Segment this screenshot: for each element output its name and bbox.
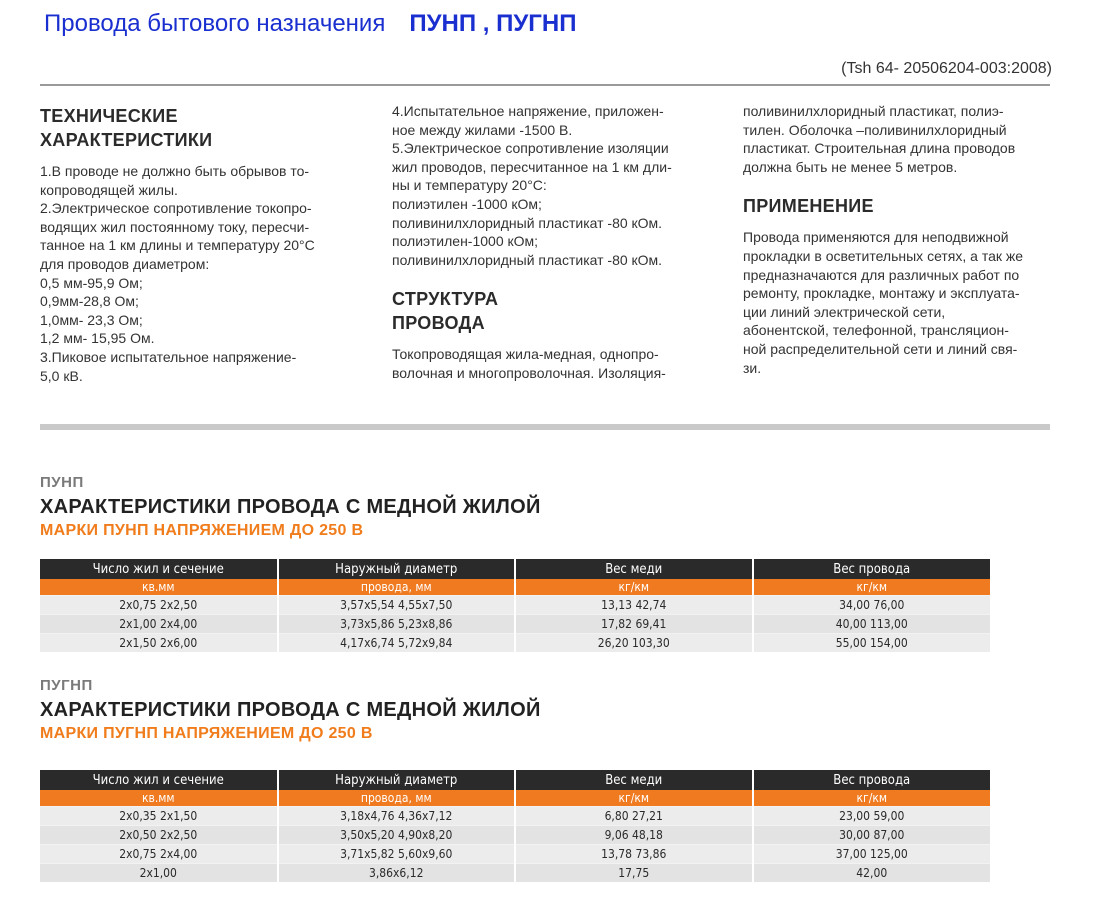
table-cell: 2х0,35 2х1,50 <box>40 807 278 826</box>
application-heading <box>743 194 1070 218</box>
header-cores: Число жил и сечение <box>40 559 278 579</box>
table-cell: 2х1,00 2х4,00 <box>40 615 278 634</box>
standard-code: (Tsh 64- 20506204-003:2008) <box>841 60 1052 77</box>
table-cell: 13,13 42,74 <box>515 596 753 615</box>
header-wire-weight: Вес провода <box>753 770 991 790</box>
header-wire-weight: Вес провода <box>753 559 991 579</box>
unit-cell: провода, мм <box>278 579 516 596</box>
table-cell: 2х0,75 2х2,50 <box>40 596 278 615</box>
table-cell: 23,00 59,00 <box>753 807 991 826</box>
table-cell: 2х0,75 2х4,00 <box>40 845 278 864</box>
table-cell: 42,00 <box>753 864 991 883</box>
punp-spec-table <box>40 559 990 652</box>
header-outer-diameter: Наружный диаметр <box>278 770 516 790</box>
table-row <box>40 864 990 883</box>
unit-cell: провода, мм <box>278 790 516 807</box>
text-line: 5.Электрическое сопротивление изоляции <box>392 140 669 157</box>
page-title <box>44 10 576 38</box>
specs-heading <box>40 104 366 152</box>
text-line: для проводов диаметром: <box>40 255 210 272</box>
punp-subtitle: МАРКИ ПУНП НАПРЯЖЕНИЕМ ДО 250 В <box>40 522 364 539</box>
table-header-row <box>40 559 990 579</box>
table-cell: 6,80 27,21 <box>515 807 753 826</box>
text-line: ной распределительной сети и линий свя- <box>743 340 1018 357</box>
text-line: водящих жил постоянному току, пересчи- <box>40 218 310 235</box>
pugnp-subtitle: МАРКИ ПУГНП НАПРЯЖЕНИЕМ ДО 250 В <box>40 725 373 742</box>
brand-name: ПУНП , ПУГНП <box>409 10 577 37</box>
table-row <box>40 826 990 845</box>
table-cell: 17,82 69,41 <box>515 615 753 634</box>
table-row <box>40 615 990 634</box>
heading-line: ПРОВОДА <box>392 313 485 334</box>
specs-column <box>40 104 366 385</box>
heading-line: ХАРАКТЕРИСТИКИ <box>40 130 213 150</box>
application-text <box>743 228 1070 377</box>
table-row <box>40 845 990 864</box>
unit-cell: кг/км <box>753 579 991 596</box>
text-line: зи. <box>743 359 762 376</box>
text-line: ции линий электрической сети, <box>743 303 946 320</box>
pugnp-spec-table <box>40 770 990 882</box>
table-cell: 9,06 48,18 <box>515 826 753 845</box>
table-cell: 2х1,50 2х6,00 <box>40 634 278 653</box>
table-cell: 37,00 125,00 <box>753 845 991 864</box>
header-cores: Число жил и сечение <box>40 770 278 790</box>
text-line: Токопроводящая жила-медная, однопро- <box>392 346 659 363</box>
text-line: танное на 1 км длины и температуру 20°С <box>40 237 315 254</box>
text-line: 5,0 кВ. <box>40 367 83 384</box>
specs-text-continued <box>392 102 727 269</box>
punp-title: ХАРАКТЕРИСТИКИ ПРОВОДА С МЕДНОЙ ЖИЛОЙ <box>40 496 541 518</box>
header-copper-weight: Вес меди <box>515 770 753 790</box>
text-line: жил проводов, пересчитанное на 1 км дли- <box>392 158 672 175</box>
text-line: ное между жилами -1500 В. <box>392 121 573 138</box>
text-line: копроводящей жилы. <box>40 181 178 198</box>
table-row <box>40 634 990 653</box>
unit-cell: кг/км <box>515 579 753 596</box>
table-cell: 3,57х5,54 4,55х7,50 <box>278 596 516 615</box>
structure-column <box>392 102 727 383</box>
text-line: тилен. Оболочка –поливинилхлоридный <box>743 121 1007 138</box>
header-copper-weight: Вес меди <box>515 559 753 579</box>
text-line: 0,9мм-28,8 Ом; <box>40 293 139 310</box>
table-cell: 13,78 73,86 <box>515 845 753 864</box>
header-outer-diameter: Наружный диаметр <box>278 559 516 579</box>
table-cell: 55,00 154,00 <box>753 634 991 653</box>
structure-text-continued <box>743 102 1070 176</box>
unit-cell: кг/км <box>753 790 991 807</box>
structure-text <box>392 345 727 382</box>
text-line: 3.Пиковое испытательное напряжение- <box>40 348 297 365</box>
table-row <box>40 807 990 826</box>
text-line: 4.Испытательное напряжение, приложен- <box>392 103 664 119</box>
top-divider <box>40 84 1050 86</box>
table-cell: 40,00 113,00 <box>753 615 991 634</box>
text-line: 1.В проводе не должно быть обрывов то- <box>40 163 310 179</box>
text-line: Провода применяются для неподвижной <box>743 229 1009 246</box>
table-units-row <box>40 579 990 596</box>
text-line: полиэтилен-1000 кОм; <box>392 233 539 250</box>
pugnp-kicker: ПУГНП <box>40 677 93 694</box>
heading-line: ПРИМЕНЕНИЕ <box>743 196 874 217</box>
heading-line: СТРУКТУРА <box>392 289 499 310</box>
specs-text <box>40 162 366 385</box>
text-line: прокладки в осветительных сетях, а так же <box>743 247 1024 264</box>
text-line: 2.Электрическое сопротивление токопро- <box>40 200 312 217</box>
text-line: абонентской, телефонной, трансляцион- <box>743 322 1009 339</box>
text-line: 0,5 мм-95,9 Ом; <box>40 274 143 291</box>
pugnp-title: ХАРАКТЕРИСТИКИ ПРОВОДА С МЕДНОЙ ЖИЛОЙ <box>40 699 541 721</box>
table-cell: 26,20 103,30 <box>515 634 753 653</box>
text-line: полиэтилен -1000 кОм; <box>392 195 542 212</box>
table-cell: 3,50х5,20 4,90х8,20 <box>278 826 516 845</box>
table-row <box>40 596 990 615</box>
application-column <box>743 102 1070 377</box>
unit-cell: кг/км <box>515 790 753 807</box>
table-cell: 2х0,50 2х2,50 <box>40 826 278 845</box>
text-line: предназначаются для различных работ по <box>743 266 1020 283</box>
structure-heading <box>392 287 727 335</box>
unit-cell: кв.мм <box>40 790 278 807</box>
table-cell: 17,75 <box>515 864 753 883</box>
table-cell: 3,73х5,86 5,23х8,86 <box>278 615 516 634</box>
text-line: волочная и многопроволочная. Изоляция- <box>392 364 666 381</box>
text-line: ремонту, прокладке, монтажу и эксплуата- <box>743 285 1020 302</box>
text-line: 1,0мм- 23,3 Ом; <box>40 311 143 328</box>
text-line: пластикат. Строительная длина проводов <box>743 140 1016 157</box>
table-units-row <box>40 790 990 807</box>
table-cell: 2х1,00 <box>40 864 278 883</box>
text-line: ны и температуру 20°С: <box>392 177 547 194</box>
unit-cell: кв.мм <box>40 579 278 596</box>
table-cell: 30,00 87,00 <box>753 826 991 845</box>
text-line: поливинилхлоридный пластикат, полиэ- <box>743 103 1004 119</box>
table-cell: 4,17х6,74 5,72х9,84 <box>278 634 516 653</box>
table-header-row <box>40 770 990 790</box>
text-line: 1,2 мм- 15,95 Ом. <box>40 330 155 347</box>
table-cell: 3,18х4,76 4,36х7,12 <box>278 807 516 826</box>
punp-kicker: ПУНП <box>40 474 84 491</box>
table-cell: 3,86х6,12 <box>278 864 516 883</box>
title-text: Провода бытового назначения <box>44 10 386 37</box>
heading-line: ТЕХНИЧЕСКИЕ <box>40 106 178 126</box>
text-line: должна быть не менее 5 метров. <box>743 158 958 175</box>
text-line: поливинилхлоридный пластикат -80 кОм. <box>392 251 663 268</box>
table-cell: 34,00 76,00 <box>753 596 991 615</box>
table-cell: 3,71х5,82 5,60х9,60 <box>278 845 516 864</box>
text-line: поливинилхлоридный пластикат -80 кОм. <box>392 214 663 231</box>
section-divider <box>40 424 1050 430</box>
